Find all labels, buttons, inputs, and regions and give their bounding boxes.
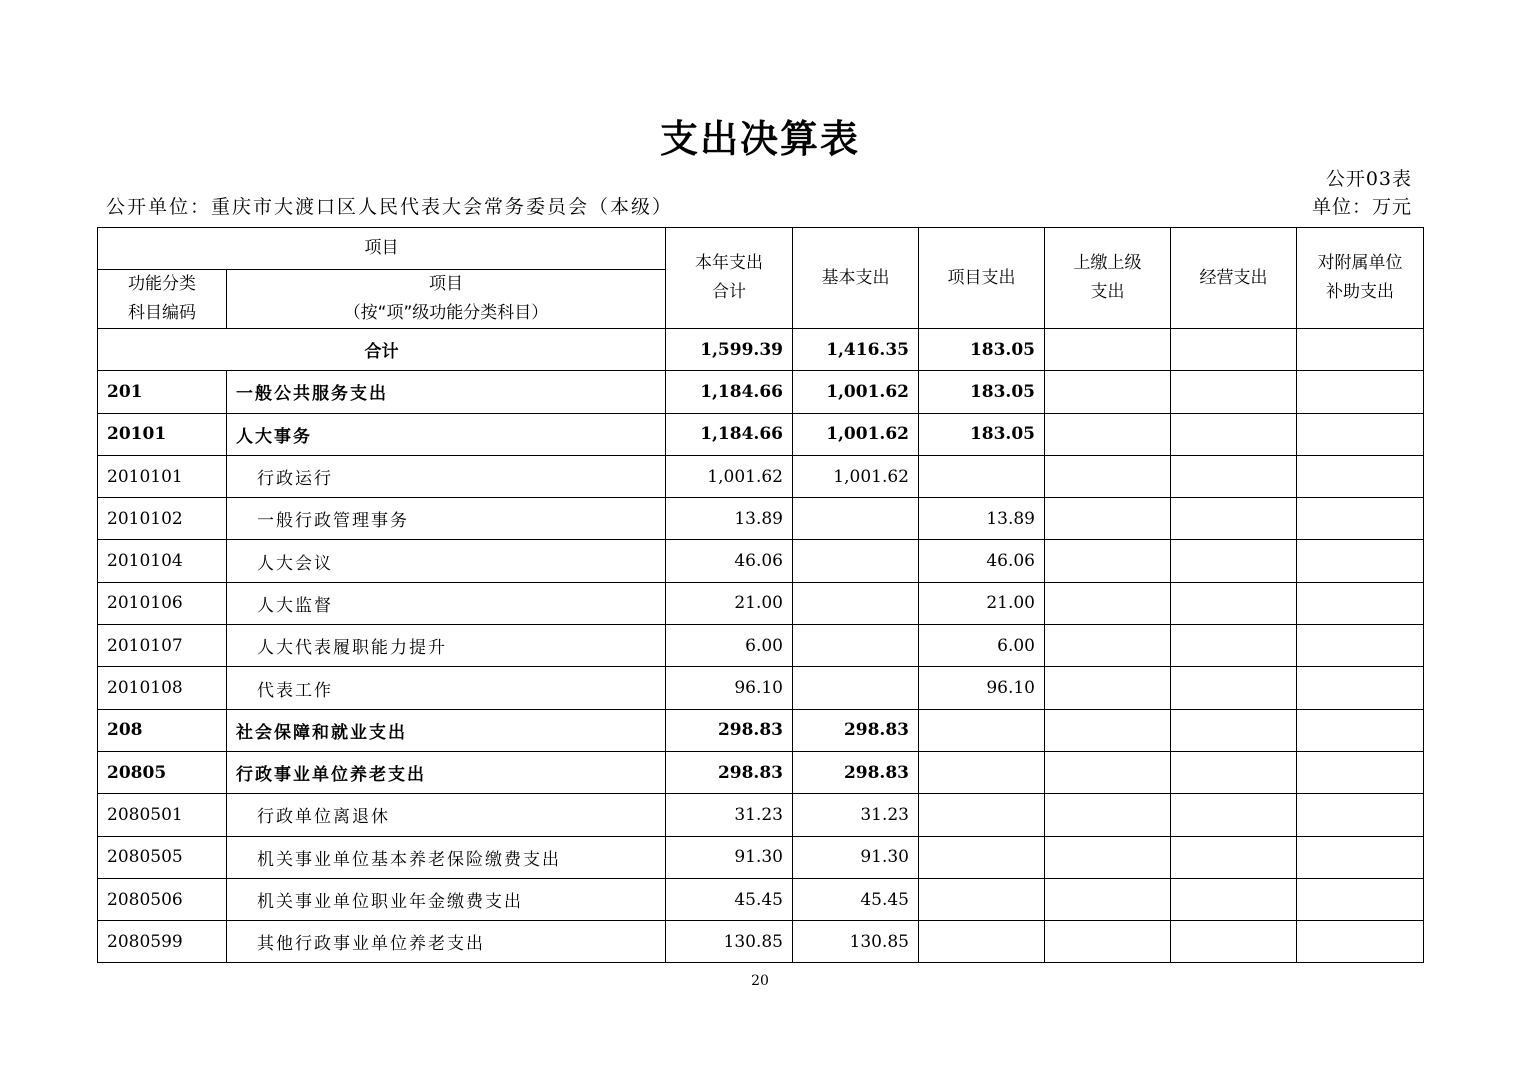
row-subsidy xyxy=(1297,794,1424,836)
row-project: 183.05 xyxy=(919,413,1045,455)
row-business xyxy=(1171,878,1297,920)
row-basic xyxy=(793,498,919,540)
expenditure-table xyxy=(97,227,1424,963)
row-project: 21.00 xyxy=(919,582,1045,624)
total-amount: 1,599.39 xyxy=(666,329,793,371)
header-basic: 基本支出 xyxy=(793,228,919,329)
row-project: 6.00 xyxy=(919,625,1045,667)
row-total: 1,184.66 xyxy=(666,371,793,413)
row-upper xyxy=(1045,582,1171,624)
row-name: 一般公共服务支出 xyxy=(227,371,666,413)
total-project: 183.05 xyxy=(919,329,1045,371)
table-row xyxy=(98,498,1424,540)
table-row xyxy=(98,582,1424,624)
row-basic xyxy=(793,667,919,709)
row-upper xyxy=(1045,709,1171,751)
row-upper xyxy=(1045,413,1171,455)
row-code: 201 xyxy=(98,371,227,413)
row-total: 13.89 xyxy=(666,498,793,540)
row-business xyxy=(1171,751,1297,793)
row-subsidy xyxy=(1297,836,1424,878)
row-project xyxy=(919,751,1045,793)
row-total: 31.23 xyxy=(666,794,793,836)
row-business xyxy=(1171,625,1297,667)
table-row xyxy=(98,751,1424,793)
header-project: 项目 xyxy=(98,228,666,270)
total-basic: 1,416.35 xyxy=(793,329,919,371)
row-name: 机关事业单位基本养老保险缴费支出 xyxy=(227,836,666,878)
row-upper xyxy=(1045,921,1171,963)
row-basic xyxy=(793,540,919,582)
row-name: 行政运行 xyxy=(227,455,666,497)
row-code: 2010104 xyxy=(98,540,227,582)
row-total: 96.10 xyxy=(666,667,793,709)
row-business xyxy=(1171,540,1297,582)
row-business xyxy=(1171,371,1297,413)
row-name: 行政单位离退休 xyxy=(227,794,666,836)
row-total: 298.83 xyxy=(666,751,793,793)
row-upper xyxy=(1045,371,1171,413)
row-upper xyxy=(1045,836,1171,878)
header-code: 功能分类 科目编码 xyxy=(98,270,227,329)
header-total: 本年支出 合计 xyxy=(666,228,793,329)
row-business xyxy=(1171,455,1297,497)
row-upper xyxy=(1045,625,1171,667)
row-basic: 130.85 xyxy=(793,921,919,963)
row-subsidy xyxy=(1297,413,1424,455)
header-upper: 上缴上级 支出 xyxy=(1045,228,1171,329)
total-upper xyxy=(1045,329,1171,371)
row-code: 2080506 xyxy=(98,878,227,920)
row-project xyxy=(919,878,1045,920)
row-code: 2010102 xyxy=(98,498,227,540)
header-subsidy: 对附属单位 补助支出 xyxy=(1297,228,1424,329)
row-subsidy xyxy=(1297,751,1424,793)
row-project xyxy=(919,709,1045,751)
table-row xyxy=(98,836,1424,878)
row-project: 183.05 xyxy=(919,371,1045,413)
row-subsidy xyxy=(1297,498,1424,540)
table-row xyxy=(98,709,1424,751)
row-project: 96.10 xyxy=(919,667,1045,709)
row-name: 社会保障和就业支出 xyxy=(227,709,666,751)
currency-unit: 单位：万元 xyxy=(1311,196,1412,218)
row-business xyxy=(1171,921,1297,963)
row-upper xyxy=(1045,878,1171,920)
row-code: 2010101 xyxy=(98,455,227,497)
row-business xyxy=(1171,836,1297,878)
row-subsidy xyxy=(1297,921,1424,963)
row-basic: 1,001.62 xyxy=(793,455,919,497)
row-subsidy xyxy=(1297,625,1424,667)
row-total: 45.45 xyxy=(666,878,793,920)
row-code: 20805 xyxy=(98,751,227,793)
row-total: 91.30 xyxy=(666,836,793,878)
row-code: 2010108 xyxy=(98,667,227,709)
row-upper xyxy=(1045,751,1171,793)
row-basic: 1,001.62 xyxy=(793,371,919,413)
row-code: 2080505 xyxy=(98,836,227,878)
row-basic: 298.83 xyxy=(793,751,919,793)
header-business: 经营支出 xyxy=(1171,228,1297,329)
row-total: 298.83 xyxy=(666,709,793,751)
table-row xyxy=(98,625,1424,667)
row-name: 人大事务 xyxy=(227,413,666,455)
row-project xyxy=(919,794,1045,836)
row-total: 6.00 xyxy=(666,625,793,667)
row-business xyxy=(1171,667,1297,709)
row-upper xyxy=(1045,667,1171,709)
row-project xyxy=(919,455,1045,497)
header-item: 项目 （按“项”级功能分类科目） xyxy=(227,270,666,329)
row-project: 46.06 xyxy=(919,540,1045,582)
row-upper xyxy=(1045,455,1171,497)
total-label: 合计 xyxy=(98,329,666,371)
table-row xyxy=(98,667,1424,709)
row-business xyxy=(1171,582,1297,624)
row-upper xyxy=(1045,498,1171,540)
row-name: 人大监督 xyxy=(227,582,666,624)
row-code: 2010107 xyxy=(98,625,227,667)
table-row xyxy=(98,921,1424,963)
row-subsidy xyxy=(1297,582,1424,624)
row-code: 208 xyxy=(98,709,227,751)
row-basic: 298.83 xyxy=(793,709,919,751)
reporting-unit: 公开单位：重庆市大渡口区人民代表大会常务委员会（本级） xyxy=(106,196,674,218)
row-subsidy xyxy=(1297,667,1424,709)
table-row xyxy=(98,413,1424,455)
table-row xyxy=(98,878,1424,920)
row-subsidy xyxy=(1297,709,1424,751)
row-subsidy xyxy=(1297,455,1424,497)
row-project xyxy=(919,921,1045,963)
row-total: 1,184.66 xyxy=(666,413,793,455)
row-name: 人大会议 xyxy=(227,540,666,582)
total-row xyxy=(98,329,1424,371)
row-name: 其他行政事业单位养老支出 xyxy=(227,921,666,963)
header-project-expense: 项目支出 xyxy=(919,228,1045,329)
row-subsidy xyxy=(1297,878,1424,920)
row-basic xyxy=(793,625,919,667)
page-number: 20 xyxy=(751,973,769,989)
row-basic: 45.45 xyxy=(793,878,919,920)
row-code: 20101 xyxy=(98,413,227,455)
table-row xyxy=(98,540,1424,582)
table-number: 公开03表 xyxy=(1325,168,1412,190)
row-upper xyxy=(1045,794,1171,836)
row-name: 行政事业单位养老支出 xyxy=(227,751,666,793)
row-business xyxy=(1171,498,1297,540)
row-name: 人大代表履职能力提升 xyxy=(227,625,666,667)
row-name: 一般行政管理事务 xyxy=(227,498,666,540)
row-subsidy xyxy=(1297,371,1424,413)
row-name: 代表工作 xyxy=(227,667,666,709)
row-total: 46.06 xyxy=(666,540,793,582)
row-project xyxy=(919,836,1045,878)
table-row xyxy=(98,455,1424,497)
row-code: 2080599 xyxy=(98,921,227,963)
row-code: 2010106 xyxy=(98,582,227,624)
row-basic: 1,001.62 xyxy=(793,413,919,455)
row-subsidy xyxy=(1297,540,1424,582)
row-business xyxy=(1171,709,1297,751)
row-basic: 31.23 xyxy=(793,794,919,836)
row-name: 机关事业单位职业年金缴费支出 xyxy=(227,878,666,920)
page-title: 支出决算表 xyxy=(659,117,860,161)
table-row xyxy=(98,371,1424,413)
row-total: 21.00 xyxy=(666,582,793,624)
row-total: 130.85 xyxy=(666,921,793,963)
row-total: 1,001.62 xyxy=(666,455,793,497)
row-code: 2080501 xyxy=(98,794,227,836)
row-upper xyxy=(1045,540,1171,582)
table-row xyxy=(98,794,1424,836)
row-basic: 91.30 xyxy=(793,836,919,878)
total-business xyxy=(1171,329,1297,371)
row-project: 13.89 xyxy=(919,498,1045,540)
row-business xyxy=(1171,413,1297,455)
total-subsidy xyxy=(1297,329,1424,371)
row-basic xyxy=(793,582,919,624)
row-business xyxy=(1171,794,1297,836)
